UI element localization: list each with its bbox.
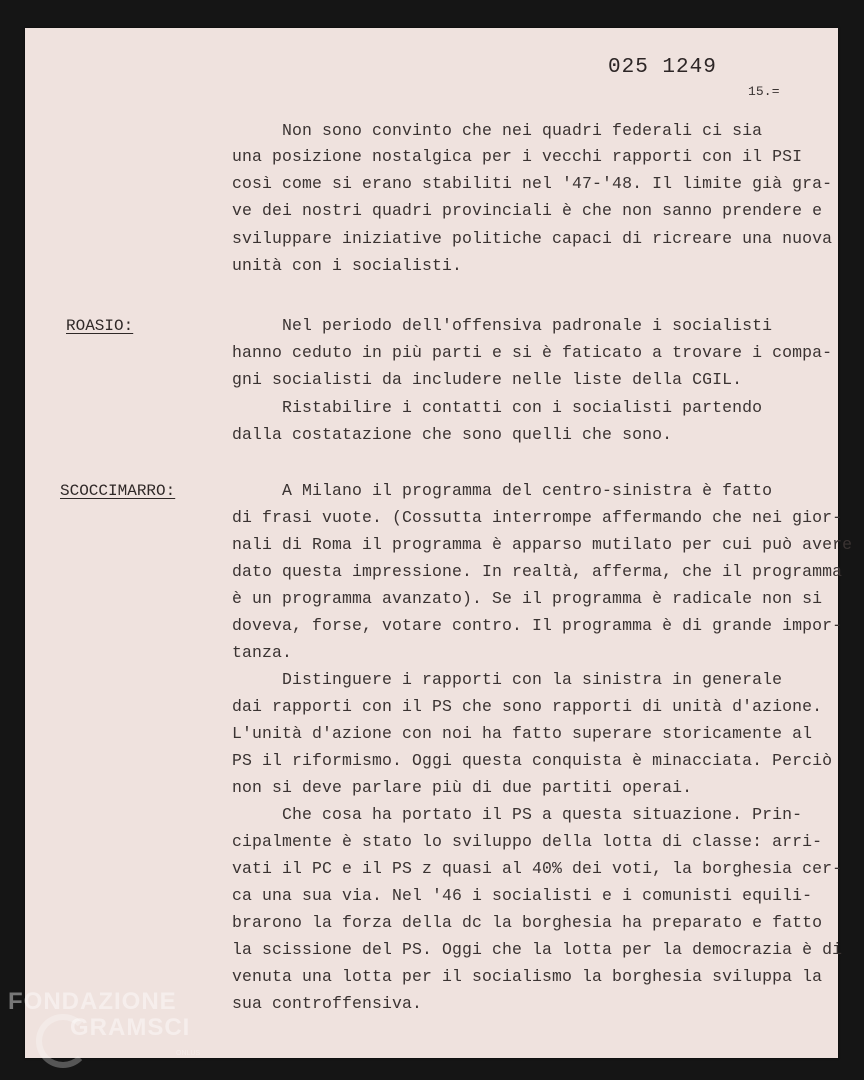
text-line: doveva, forse, votare contro. Il programma è di grande impor- [232,616,843,635]
watermark-line1: FONDAZIONE [8,988,177,1015]
text-line: nali di Roma il programma è apparso mutilato per cui può avere [232,535,853,554]
text-line: A Milano il programma del centro-sinistra è fatto [232,481,773,500]
text-line: ca una sua via. Nel '46 i socialisti e i comunisti equili- [232,886,813,905]
text-line: Distinguere i rapporti con la sinistra in generale [232,670,783,689]
text-line: una posizione nostalgica per i vecchi rapporti con il PSI [232,147,803,166]
text-line: ve dei nostri quadri provinciali è che non sanno prendere e [232,201,823,220]
text-line: unità con i socialisti. [232,256,463,275]
text-line: vati il PC e il PS z quasi al 40% dei voti, la borghesia cer- [232,859,843,878]
text-line: gni socialisti da includere nelle liste della CGIL. [232,370,743,389]
text-line: brarono la forza della dc la borghesia ha preparato e fatto [232,913,823,932]
watermark-onlus: ONLUS [176,1050,201,1057]
text-line: hanno ceduto in più parti e si è faticato a trovare i compa- [232,343,833,362]
text-line: Non sono convinto che nei quadri federali ci sia [232,121,763,140]
text-line: Nel periodo dell'offensiva padronale i socialisti [232,316,773,335]
text-line: cipalmente è stato lo sviluppo della lotta di classe: arri- [232,832,823,851]
document-number: 025 1249 [608,56,717,79]
page-number: 15.= [748,84,780,99]
text-line: dai rapporti con il PS che sono rapporti di unità d'azione. [232,697,823,716]
text-line: è un programma avanzato). Se il programma è radicale non si [232,589,823,608]
text-line: venuta una lotta per il socialismo la borghesia sviluppa la [232,967,823,986]
text-line: Che cosa ha portato il PS a questa situazione. Prin- [232,805,803,824]
text-line: di frasi vuote. (Cossutta interrompe affermando che nei gior- [232,508,843,527]
text-line: non si deve parlare più di due partiti operai. [232,778,693,797]
text-line: L'unità d'azione con noi ha fatto superare storicamente al [232,724,813,743]
text-line: sviluppare iniziative politiche capaci di ricreare una nuova [232,229,833,248]
text-line: la scissione del PS. Oggi che la lotta per la democrazia è di [232,940,843,959]
text-line: dalla costatazione che sono quelli che sono. [232,425,673,444]
text-line: Ristabilire i contatti con i socialisti partendo [232,398,763,417]
text-line: sua controffensiva. [232,994,423,1013]
text-line: tanza. [232,643,293,662]
text-line: così come si erano stabiliti nel '47-'48. Il limite già gra- [232,174,833,193]
text-line: dato questa impressione. In realtà, afferma, che il programma [232,562,843,581]
watermark [8,988,190,1042]
text-line: PS il riformismo. Oggi questa conquista è minacciata. Perciò [232,751,833,770]
watermark-line2: GRAMSCI [70,1014,191,1041]
speaker-roasio: ROASIO: [66,317,134,335]
speaker-scoccimarro: SCOCCIMARRO: [60,482,176,500]
